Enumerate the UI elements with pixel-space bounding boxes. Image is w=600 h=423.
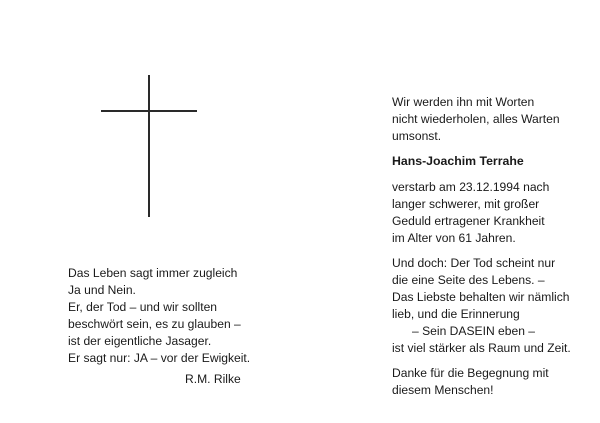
right-text-column: [392, 94, 597, 408]
cross-horizontal-bar: [101, 110, 197, 112]
quote-paragraph: [392, 255, 597, 356]
deceased-name: Hans-Joachim Terrahe: [392, 154, 524, 169]
quote-line: lieb, und die Erinnerung: [392, 306, 520, 321]
death-line: verstarb am 23.12.1994 nach: [392, 180, 550, 195]
cross-vertical-bar: [148, 75, 150, 217]
quote-line: die eine Seite des Lebens. –: [392, 273, 545, 288]
quote-line: – Sein DASEIN eben –: [412, 323, 536, 338]
poem-line: Er sagt nur: JA – vor der Ewigkeit.: [68, 350, 251, 365]
poem-line: Er, der Tod – und wir sollten: [68, 299, 218, 314]
quote-line: ist viel stärker als Raum und Zeit.: [392, 340, 571, 355]
death-line: langer schwerer, mit großer: [392, 197, 540, 212]
quote-line: Das Liebste behalten wir nämlich: [392, 290, 570, 305]
poem-line: Ja und Nein.: [68, 282, 136, 297]
intro-paragraph: [392, 94, 597, 145]
intro-line: nicht wiederholen, alles Warten: [392, 111, 560, 126]
intro-line: umsonst.: [392, 128, 442, 143]
rilke-poem: [68, 265, 298, 366]
thanks-line: diesem Menschen!: [392, 383, 494, 398]
death-line: im Alter von 61 Jahren.: [392, 230, 516, 245]
poem-line: beschwört sein, es zu glauben –: [68, 316, 241, 331]
poem-line: ist der eigentliche Jasager.: [68, 333, 212, 348]
death-notice-paragraph: [392, 179, 597, 247]
intro-line: Wir werden ihn mit Worten: [392, 95, 535, 109]
death-line: Geduld ertragener Krankheit: [392, 213, 545, 228]
poem-author: R.M. Rilke: [185, 372, 241, 386]
quote-line: Und doch: Der Tod scheint nur: [392, 256, 556, 271]
thanks-paragraph: [392, 365, 597, 399]
poem-line: Das Leben sagt immer zugleich: [68, 266, 238, 280]
thanks-line: Danke für die Begegnung mit: [392, 366, 549, 381]
